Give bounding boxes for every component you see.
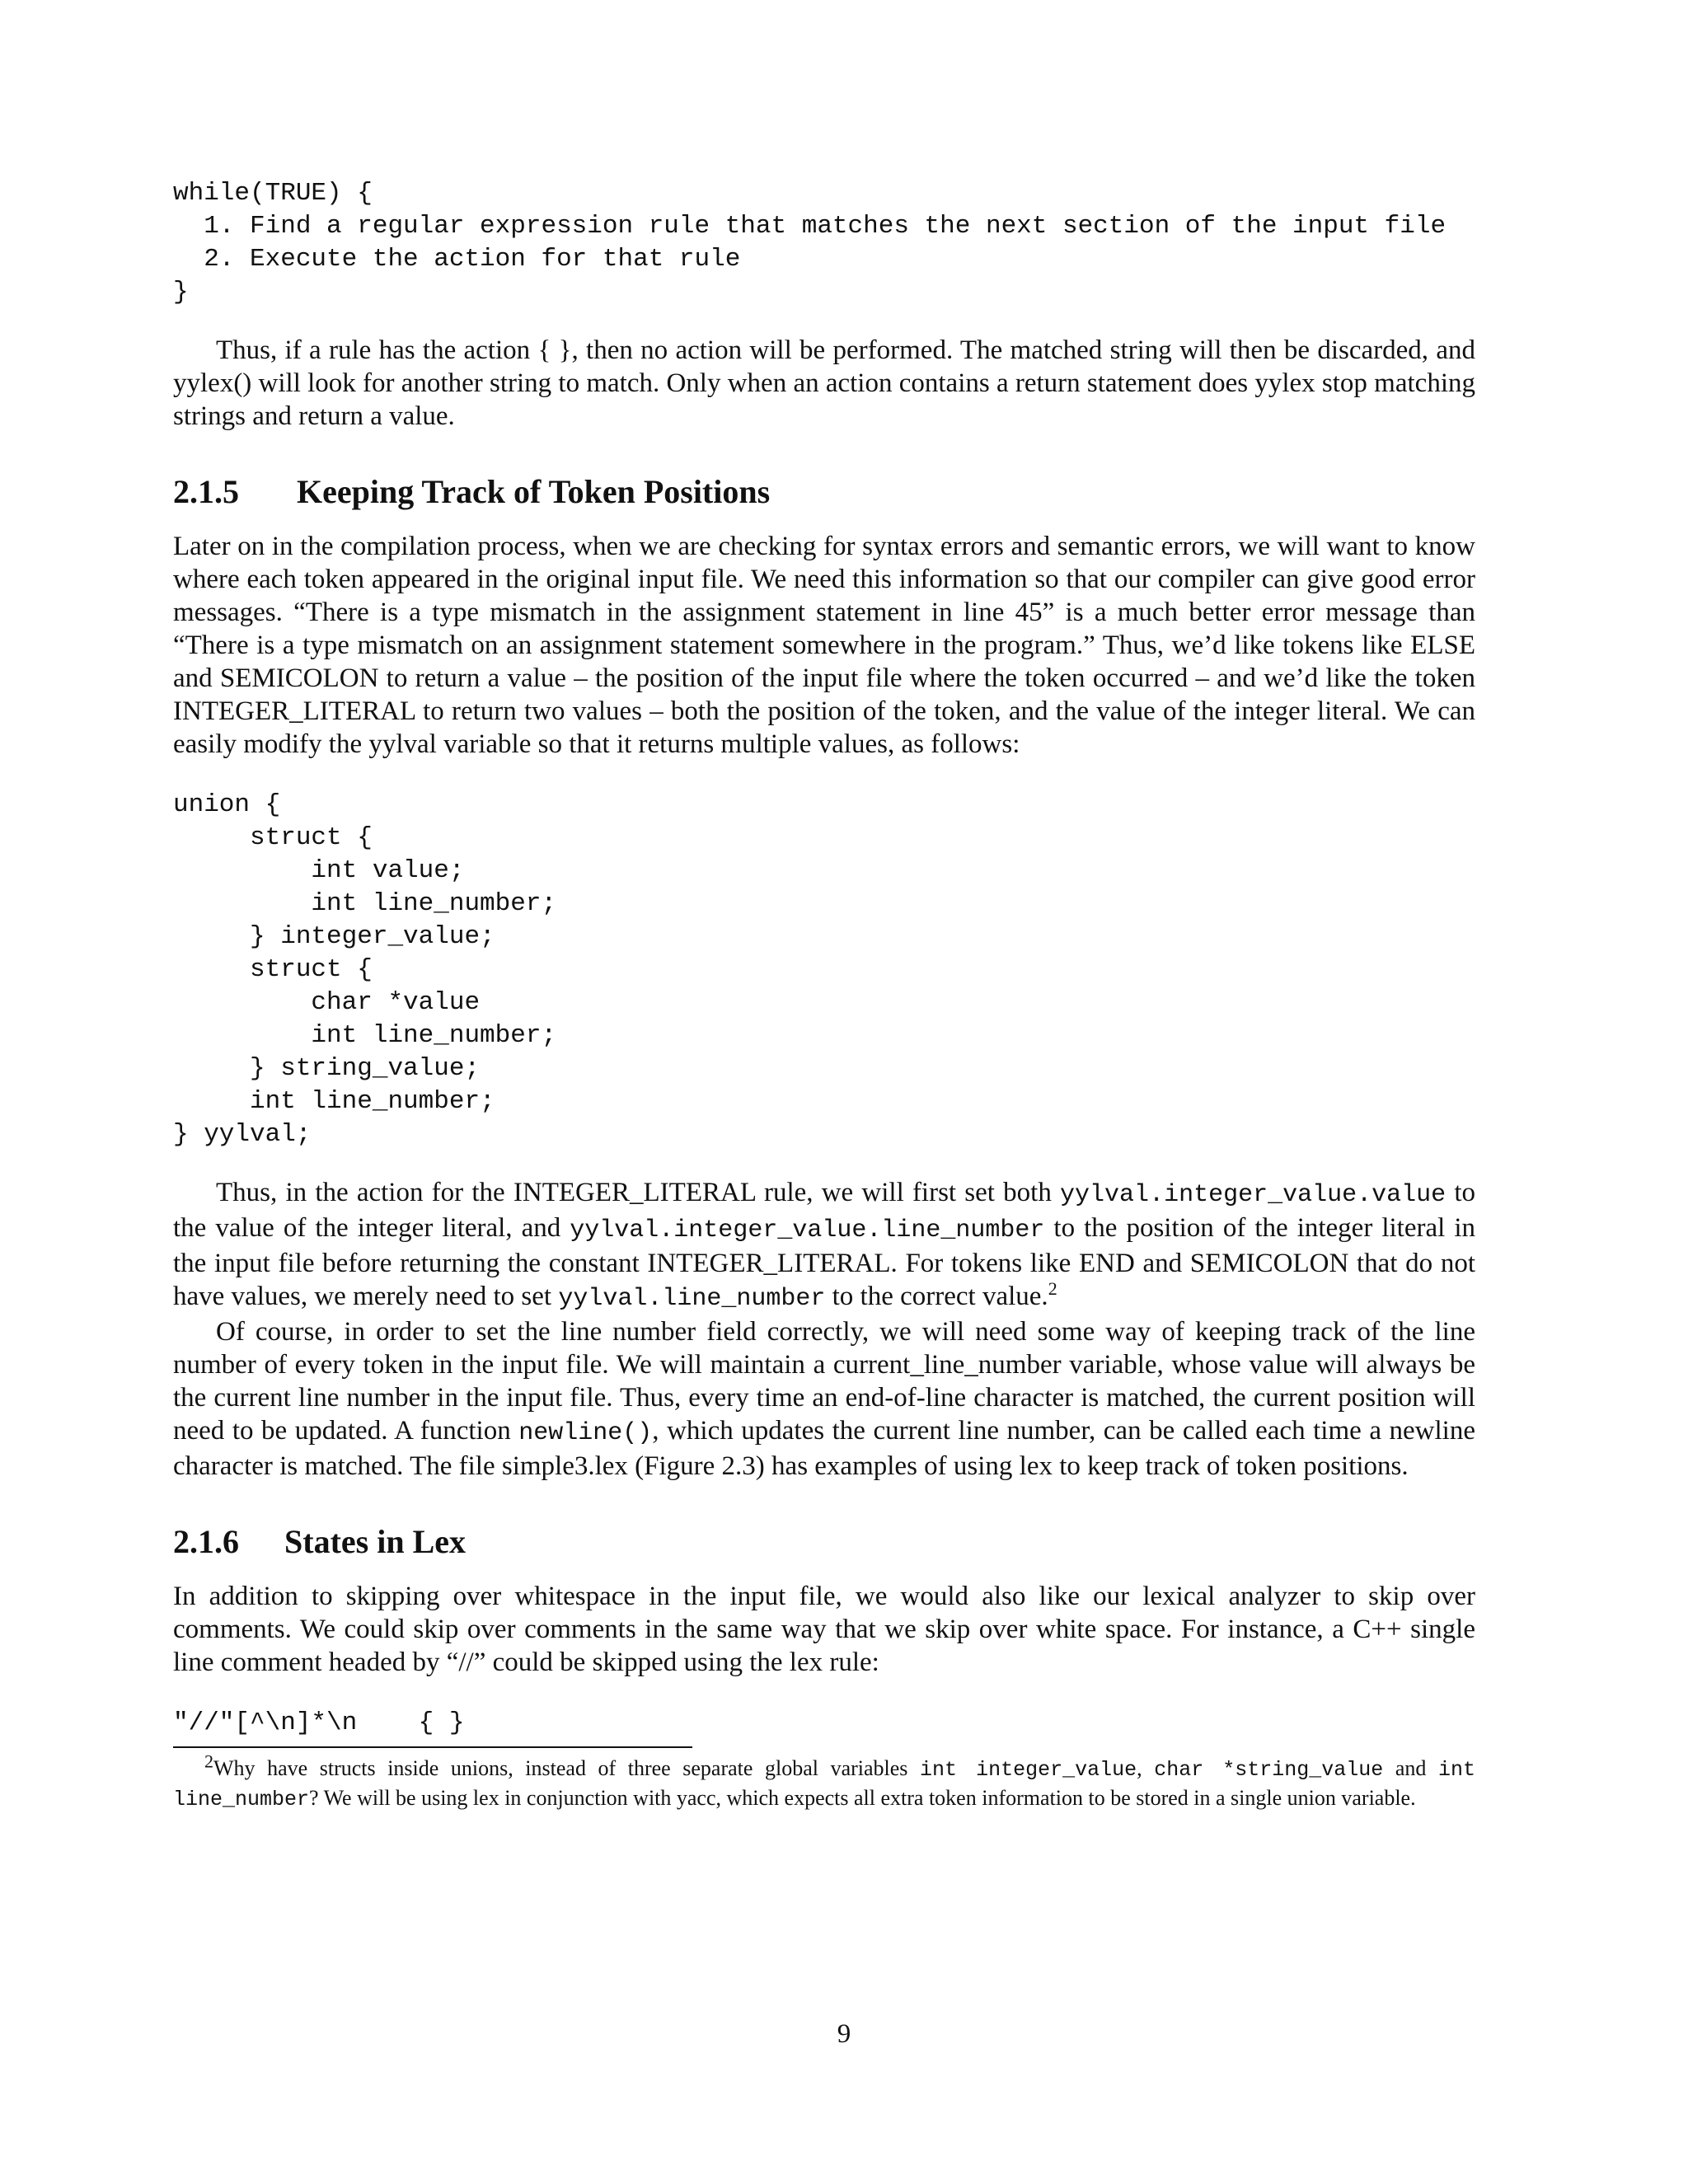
text-run: and xyxy=(1383,1756,1438,1780)
inline-code: int integer_value xyxy=(919,1758,1137,1782)
page-number: 9 xyxy=(837,2019,851,2049)
page-body xyxy=(173,177,1475,1814)
paragraph-skipping-comments: In addition to skipping over whitespace in the input file, we would also like our lexical analyzer to skip over comments. We could skip over comments in the same way that we skip over white space. For instance, a C++ single line comment headed by “//” could be skipped using the lex rule: xyxy=(173,1582,1475,1677)
section-heading-2-1-5 xyxy=(173,472,1475,512)
text-run: to the value of the integer literal, and xyxy=(173,1178,1475,1243)
paragraph-action-explanation: Thus, if a rule has the action { }, then no action will be performed. The matched string will then be discarded, and yylex() will look for another string to match. Only when an action contains a return statement does yylex stop matching strings and return a value. xyxy=(173,335,1475,431)
inline-code: int line_number xyxy=(173,1758,1476,1811)
section-number: 2.1.5 xyxy=(173,473,239,510)
paragraph-line-number-tracking xyxy=(173,1315,1475,1483)
text-run: ? We will be using lex in conjunction with yacc, which expects all extra token information to be stored in a single union variable. xyxy=(309,1786,1416,1810)
footnote-2 xyxy=(173,1750,1476,1814)
footnote-marker: 2 xyxy=(204,1750,213,1772)
section-title: States in Lex xyxy=(284,1523,466,1560)
text-run: to the position of the integer literal in the input file before returning the constant INTEGER_LITERAL. For tokens like END and SEMICOLON that do not have values, we merely need to set xyxy=(173,1213,1475,1311)
section-number: 2.1.6 xyxy=(173,1523,239,1560)
footnote-marker: 2 xyxy=(1048,1278,1057,1299)
inline-code: newline() xyxy=(518,1419,653,1447)
inline-code: char *string_value xyxy=(1154,1758,1384,1782)
inline-code: yylval.integer_value.value xyxy=(1060,1181,1447,1209)
code-block-lex-loop: while(TRUE) { 1. Find a regular expression rule that matches the next section of the input file 2. Execute the action for that rule } xyxy=(173,179,1447,307)
code-block-comment-rule: "//"[^\n]*\n { } xyxy=(173,1708,465,1737)
text-run: to the correct value. xyxy=(825,1282,1048,1311)
code-block-yylval-union: union { struct { int value; int line_number; } integer_value; struct { char *value int line_number; } string_value; int line_number; } yylval; xyxy=(173,790,557,1149)
section-heading-2-1-6 xyxy=(173,1522,1475,1562)
paragraph-integer-literal-action xyxy=(173,1176,1475,1315)
section-title: Keeping Track of Token Positions xyxy=(297,473,771,510)
text-run: , xyxy=(1137,1756,1155,1780)
text-run: Why have structs inside unions, instead of three separate global variables xyxy=(213,1756,920,1780)
inline-code: yylval.integer_value.line_number xyxy=(570,1216,1045,1244)
footnote-divider xyxy=(173,1746,692,1748)
paragraph-token-positions: Later on in the compilation process, when we are checking for syntax errors and semantic errors, we will want to know where each token appeared in the original input file. We need this information so that our compiler can give good error messages. “There is a type mismatch in the assignment statement in line 45” is a much better error message than “There is a type mismatch on an assignment statement somewhere in the program.” Thus, we’d like tokens like ELSE and SEMICOLON to return a value – the position of the input file where the token occurred – and we’d like the token INTEGER_LITERAL to return two values – both the position of the token, and the value of the integer literal. We can easily modify the yylval variable so that it returns multiple values, as follows: xyxy=(173,532,1475,759)
text-run: Thus, in the action for the INTEGER_LITERAL rule, we will first set both xyxy=(216,1178,1061,1207)
text-run: Of course, in order to set the line number field correctly, we will need some way of keeping track of the line number of every token in the input file. We will maintain a current_line_number variable, whose value will always be the current line number in the input file. Thus, every time an end-of-line character is matched, the current position will need to be updated. A function xyxy=(173,1317,1475,1446)
text-run: , which updates the current line number, can be called each time a newline character is matched. The file simple3.lex (Figure 2.3) has examples of using lex to keep track of token positions. xyxy=(173,1416,1475,1481)
inline-code: yylval.line_number xyxy=(558,1285,826,1313)
